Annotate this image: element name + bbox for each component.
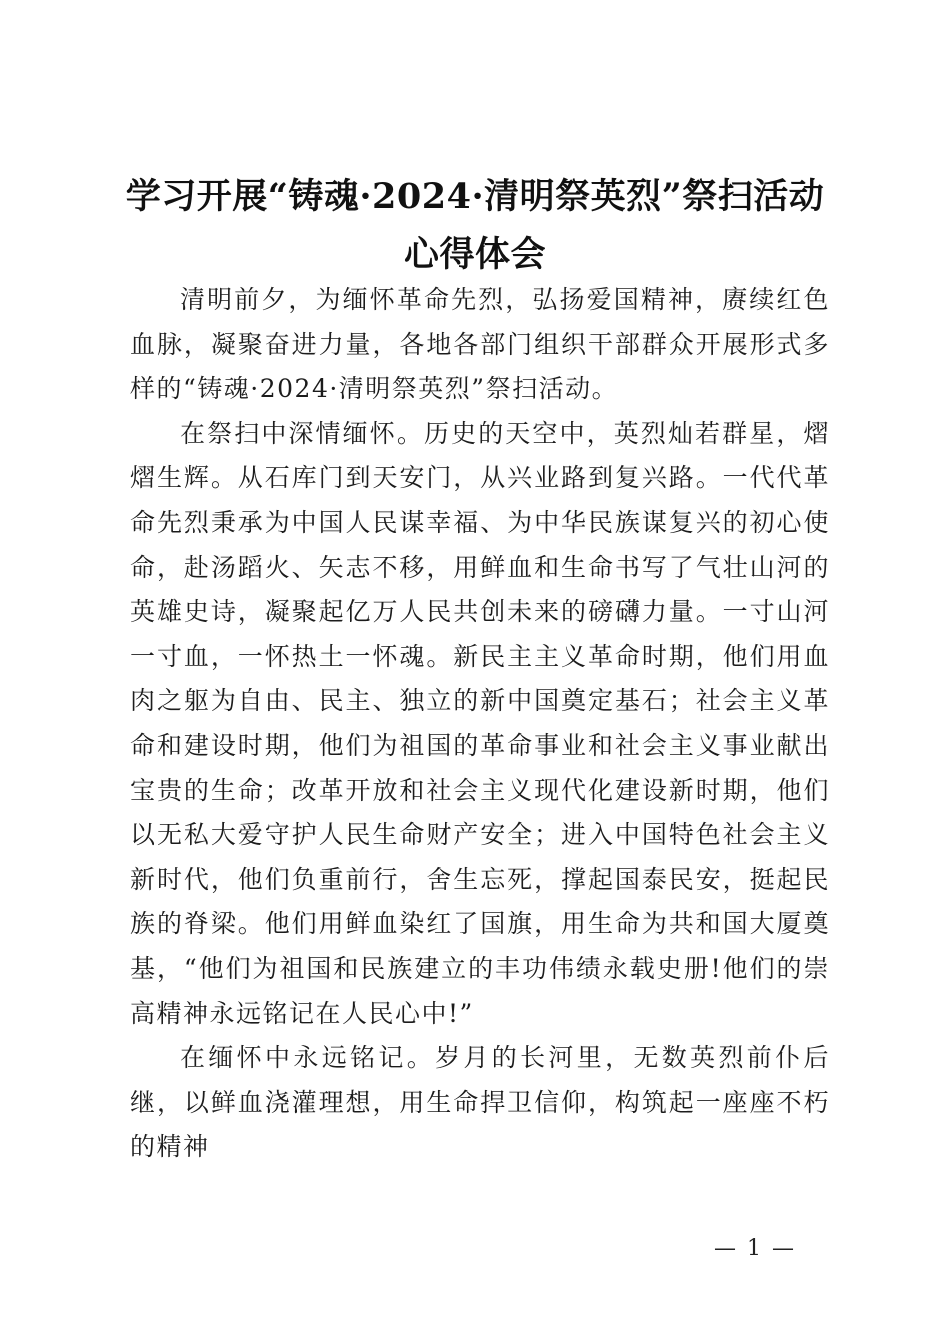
paragraph-remembrance: 在祭扫中深情缅怀。历史的天空中，英烈灿若群星，熠熠生辉。从石库门到天安门，从兴业路到复兴路。一代代革命先烈秉承为中国人民谋幸福、为中华民族谋复兴的初心使命，赴汤蹈火、矢志不移，用鲜血和生命书写了气壮山河的英雄史诗，凝聚起亿万人民共创未来的磅礴力量。一寸山河一寸血，一怀热土一怀魂。新民主主义革命时期，他们用血肉之躯为自由、民主、独立的新中国奠定基石；社会主义革命和建设时期，他们为祖国的革命事业和社会主义事业献出宝贵的生命；改革开放和社会主义现代化建设新时期，他们以无私大爱守护人民生命财产安全；进入中国特色社会主义新时代，他们负重前行，舍生忘死，撑起国泰民安，挺起民族的脊梁。他们用鲜血染红了国旗，用生命为共和国大厦奠基，“他们为祖国和民族建立的丰功伟绩永载史册!他们的崇高精神永远铭记在人民心中!”	[130, 418, 830, 1028]
paragraph-memory: 在缅怀中永远铭记。岁月的长河里，无数英烈前仆后继，以鲜血浇灌理想，用生命捍卫信仰，构筑起一座座不朽的精神	[130, 1043, 830, 1162]
page-number: — 1 —	[714, 1236, 796, 1261]
paragraph-intro: 清明前夕，为缅怀革命先烈，弘扬爱国精神，赓续红色血脉，凝聚奋进力量，各地各部门组织干部群众开展形式多样的“铸魂·2024·清明祭英烈”祭扫活动。	[130, 285, 830, 404]
document-title: 学习开展“铸魂·2024·清明祭英烈”祭扫活动心得体会	[125, 176, 825, 275]
document-body	[130, 278, 830, 1170]
